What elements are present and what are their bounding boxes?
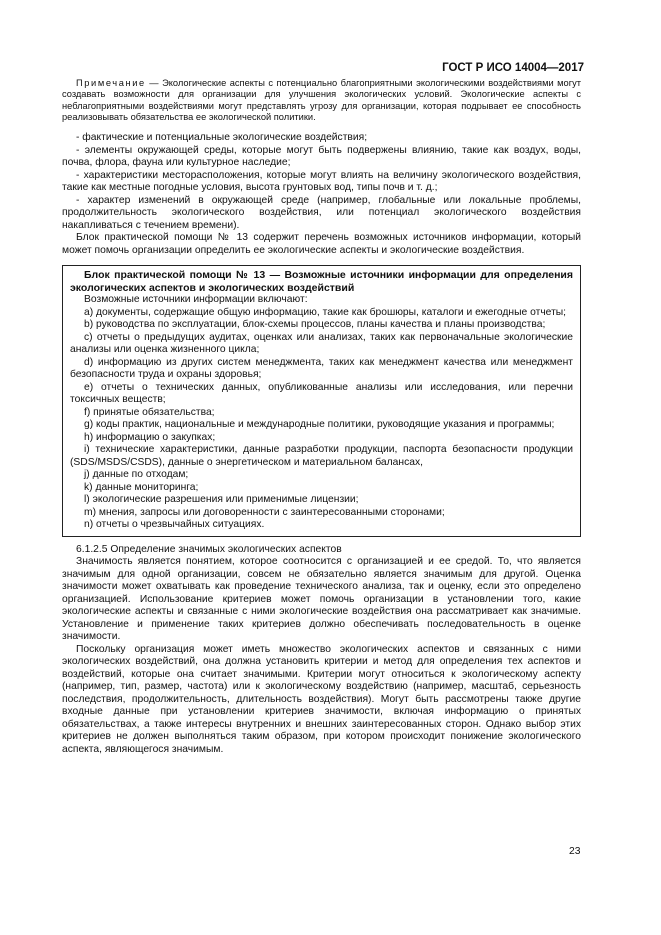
note-text: — Экологические аспекты с потенциально благоприятными экологическими воздействиями могут создавать возможности для организации для улучшения экологических условий. Экологические аспекты с неблагоприятными воздействиями могут представлять угрозу для организации, которая подрывает ее способность реализовывать обязательства ее экологической политики. <box>62 78 581 122</box>
box-list-item: g) коды практик, национальные и международные политики, руководящие указания и программы; <box>84 419 555 431</box>
note-label: Примечание <box>76 78 146 88</box>
box-list-item: n) отчеты о чрезвычайных ситуациях. <box>84 519 265 531</box>
box-list-item: i) технические характеристики, данные разработки продукции, паспорта безопасности продукции (SDS/MSDS/CSDS), данные о энергетическом и материальном балансах, <box>70 444 573 468</box>
box-list-item: h) информацию о закупках; <box>84 431 216 443</box>
body-paragraph: Значимость является понятием, которое соотносится с организацией и ее средой. То, что является значимым для одной организации, совсем не обязательно является значимым для другой. Оценка значимости может охватывать как проведение технического анализа, так и оценку, если это определено организацией. Использование критериев может помочь организации в установлении того, какие экологические аспекты и связанные с ними экологические воздействия она рассматривает как значимые. Установление и применение таких критериев должно обеспечивать последовательность в оценке значимости. <box>62 556 581 643</box>
box-list-item: e) отчеты о технических данных, опубликованные анализы или исследования, или перечни токсичных веществ; <box>70 381 573 406</box>
note-paragraph <box>62 78 581 123</box>
body-paragraph: Поскольку организация может иметь множество экологических аспектов и связанных с ними экологических воздействий, она должна установить критерии и метод для определения тех аспектов и воздействий, которые она считает значимыми. Критерии могут относиться к экологическому аспекту (например, тип, размер, частота) или к экологическому воздействию (например, масштаб, серьезность последствия, продолжительность, длительность воздействия). Могут быть рассмотрены также другие входные данные при установлении критериев значимости, включая информацию о принятых обязательствах, а также интересы внутренних и внешних заинтересованных сторон. Однако выбор этих критериев не должен выполняться таким образом, при котором происходит понижение экологического аспекта, являющегося значимым. <box>62 643 581 755</box>
box-list-item: f) принятые обязательства; <box>84 406 215 418</box>
document-header: ГОСТ Р ИСО 14004—2017 <box>442 62 584 74</box>
practical-help-box <box>62 265 581 537</box>
box-intro: Возможные источники информации включают: <box>84 294 308 306</box>
box-list-item: k) данные мониторинга; <box>84 481 199 493</box>
list-item: - характер изменений в окружающей среде (например, глобальные или локальные проблемы, продолжительность экологического воздействия, или потенциал экологического воздействия накапливаться с течением времени). <box>62 194 581 231</box>
box-list-item: l) экологические разрешения или применимые лицензии; <box>84 494 359 506</box>
box-list-item: m) мнения, запросы или договоренности с заинтересованными сторонами; <box>84 506 445 518</box>
list-item: - характеристики месторасположения, которые могут влиять на величину экологического воздействия, такие как местные погодные условия, высота грунтовых вод, типы почв и т. д.; <box>62 169 581 194</box>
box-title: Блок практической помощи № 13 — Возможные источники информации для определения экологических аспектов и экологических воздействий <box>70 269 573 294</box>
box-list-item: b) руководства по эксплуатации, блок-схемы процессов, планы качества и планы производства; <box>84 319 546 331</box>
box-list-item: d) информацию из других систем менеджмента, таких как менеджмент качества или менеджмент безопасности труда и охраны здоровья; <box>70 356 573 381</box>
list-item: - элементы окружающей среды, которые могут быть подвержены влиянию, такие как воздух, воды, почва, флора, фауна или культурное наследие; <box>62 144 581 169</box>
box-list-item: c) отчеты о предыдущих аудитах, оценках или анализах, таких как первоначальные экологические анализы или оценка жизненного цикла; <box>70 331 573 356</box>
section-heading: 6.1.2.5 Определение значимых экологических аспектов <box>76 543 342 555</box>
list-item: - фактические и потенциальные экологические воздействия; <box>76 132 368 144</box>
body-paragraph: Блок практической помощи № 13 содержит перечень возможных источников информации, который может помочь организации определить ее экологические аспекты и экологические воздействия. <box>62 232 581 256</box>
box-list-item: j) данные по отходам; <box>84 469 189 481</box>
box-list-item: a) документы, содержащие общую информацию, такие как брошюры, каталоги и ежегодные отчеты; <box>84 306 567 318</box>
page-content <box>62 78 581 756</box>
page-number: 23 <box>569 846 581 857</box>
